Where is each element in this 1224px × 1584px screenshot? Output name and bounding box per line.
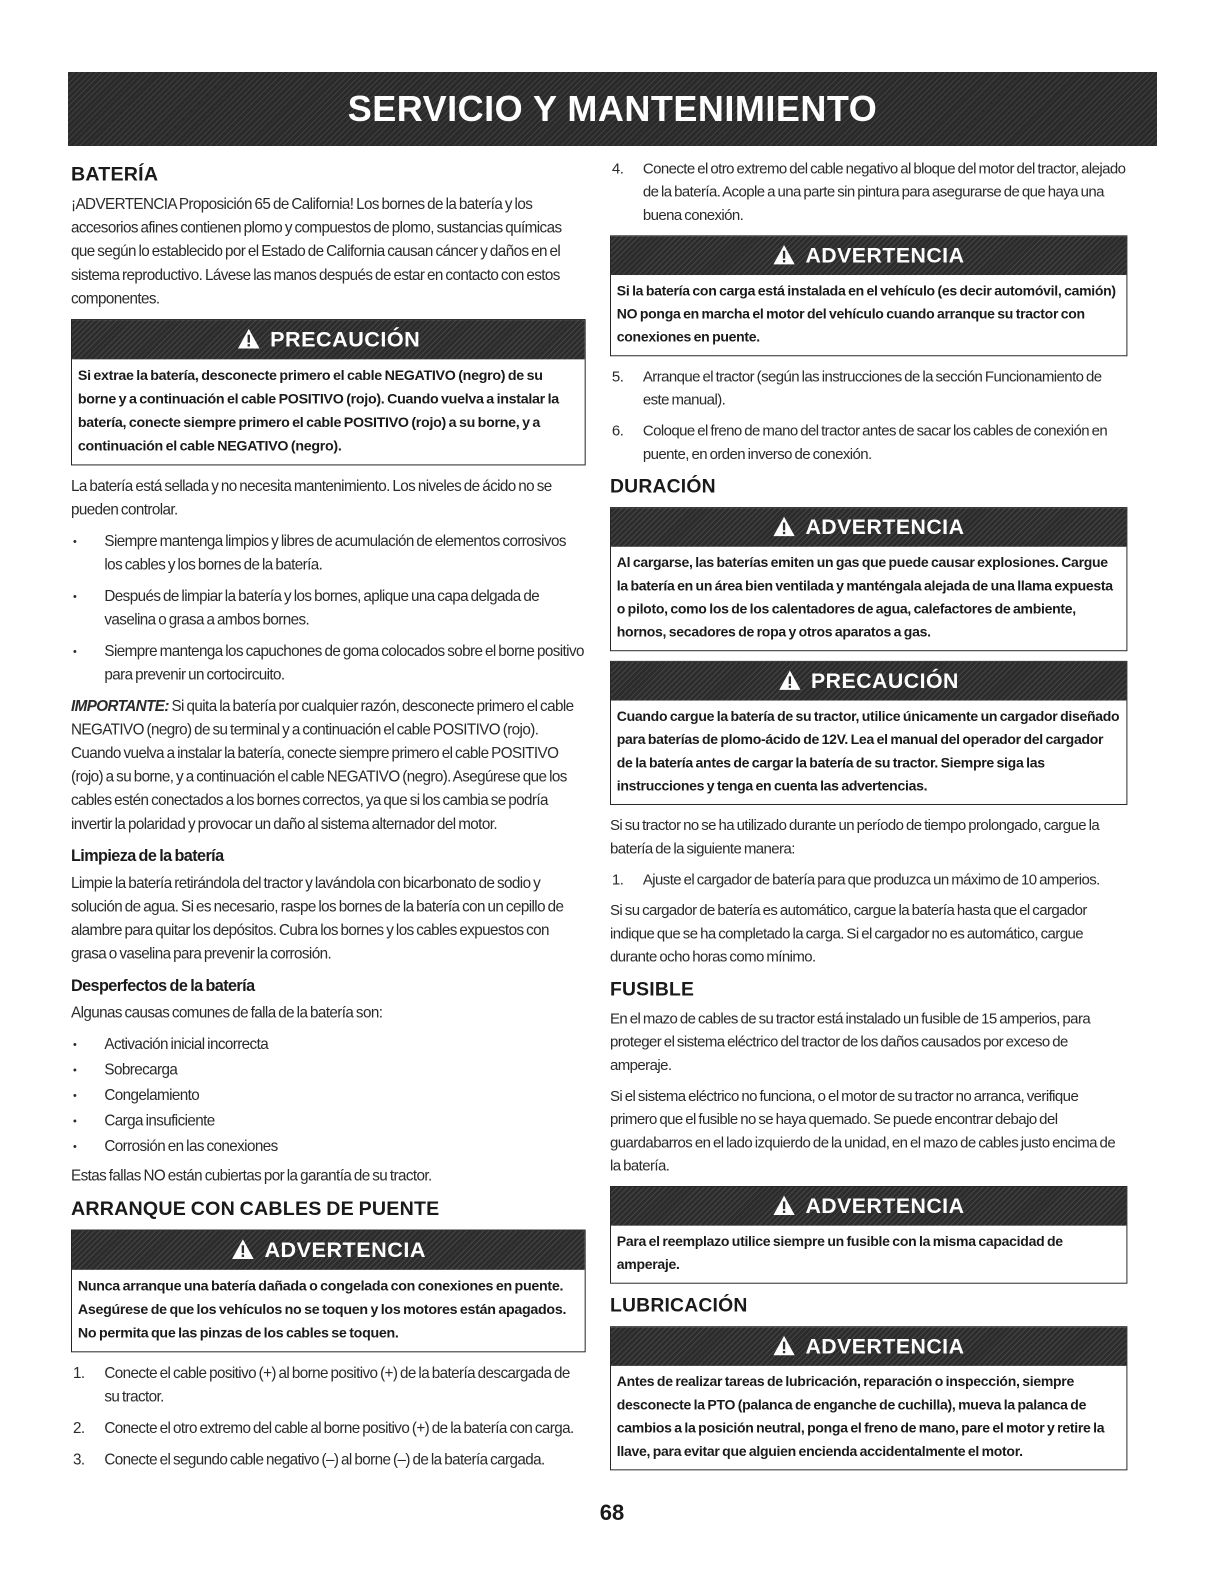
list-item — [71, 1449, 586, 1473]
jump-start-steps-5-6 — [610, 366, 1127, 467]
advertencia-callout — [610, 1326, 1127, 1470]
list-item — [610, 420, 1127, 466]
callout-title: ADVERTENCIA — [264, 1237, 426, 1262]
callout-header — [611, 1327, 1126, 1366]
important-text: Si quita la batería por cualquier razón, desconecte primero el cable NEGATIVO (negro) de su terminal y a continuación el cable POSITIVO (rojo). Cuando vuelva a instalar la batería, conecte siempre primero el cable POSITIVO (rojo) a su borne, y a continuación el cable NEGATIVO (negro). Asegúrese que los cables estén conectados a los bornes correctos, ya que si los cambia se podría invertir la polaridad y provocar un daño al sistema alternador del motor. — [71, 698, 574, 833]
callout-header — [611, 662, 1126, 701]
list-item: • Carga insuficiente — [71, 1110, 586, 1134]
important-para — [71, 695, 586, 836]
section-banner: SERVICIO Y MANTENIMIENTO — [68, 72, 1157, 146]
callout-title: ADVERTENCIA — [805, 514, 965, 540]
heading-duracion: DURACIÓN — [610, 476, 716, 498]
step-text: Conecte el otro extremo del cable negativo al bloque del motor del tractor, alejado de la batería. Acople a una parte sin pintura para asegurarse de que haya una buena conexión. — [642, 160, 1126, 224]
callout-text: Nunca arranque una batería dañada o congelada con conexiones en puente. Asegúrese de que los vehículos no se toquen y los motores están apagados. No permita que las pinzas de los cables se toquen. — [77, 1278, 567, 1342]
step-text: Arranque el tractor (según las instrucciones de la sección Funcionamiento de este manual). — [642, 368, 1102, 409]
callout-title: PRECAUCIÓN — [811, 668, 959, 693]
step-number: 5. — [611, 368, 624, 386]
jump-start-step-4 — [610, 158, 1127, 228]
callout-text: Para el reemplazo utilice siempre un fusible con la misma capacidad de amperaje. — [616, 1234, 1063, 1274]
list-item — [610, 158, 1127, 228]
advertencia-callout — [71, 1230, 586, 1353]
charge-steps — [610, 869, 1127, 892]
step-number: 3. — [72, 1451, 85, 1469]
heading-bateria: BATERÍA — [71, 163, 159, 186]
advertencia-callout — [610, 507, 1127, 651]
heading-lubricacion: LUBRICACIÓN — [610, 1295, 748, 1317]
battery-care-list — [71, 530, 586, 687]
heading-arranque: ARRANQUE CON CABLES DE PUENTE — [71, 1198, 440, 1220]
limpieza-text: Limpie la batería retirándola del tractor y lavándola con bicarbonato de sodio y solución de agua. Si es necesario, raspe los bornes de la batería con un cepillo de alambre para quitar los depósitos. Cubra los bornes y los cables expuestos con grasa o vaselina para prevenir la corrosión. — [71, 874, 564, 963]
callout-header — [72, 1231, 585, 1270]
warning-triangle-icon — [778, 665, 801, 704]
step-text: Conecte el cable positivo (+) al borne positivo (+) de la batería descargada de su tractor. — [104, 1365, 570, 1406]
step-text: Conecte el segundo cable negativo (–) al borne (–) de la batería cargada. — [104, 1451, 545, 1469]
step-text: Coloque el freno de mano del tractor antes de sacar los cables de conexión en puente, en orden inverso de conexión. — [642, 422, 1108, 463]
list-item: • Siempre mantenga limpios y libres de acumulación de elementos corrosivos los cables y los bornes de la batería. — [71, 530, 586, 577]
advertencia-callout — [610, 235, 1127, 356]
step-text: Ajuste el cargador de batería para que produzca un máximo de 10 amperios. — [642, 871, 1100, 889]
advertencia-callout — [610, 1186, 1127, 1284]
fusible-para-1: En el mazo de cables de su tractor está instalado un fusible de 15 amperios, para proteger el sistema eléctrico del tractor de los daños causados por exceso de amperaje. — [610, 1010, 1091, 1074]
callout-title: ADVERTENCIA — [805, 243, 965, 268]
left-column — [71, 158, 586, 1480]
step-number: 4. — [611, 160, 624, 178]
list-item: • Siempre mantenga los capuchones de goma colocados sobre el borne positivo para prevenir un cortocircuito. — [71, 640, 586, 687]
desperfectos-intro: Algunas causas comunes de falla de la batería son: — [71, 1004, 383, 1022]
page-number: 68 — [599, 1500, 625, 1525]
warning-triangle-icon — [773, 239, 796, 278]
warning-triangle-icon — [237, 323, 261, 362]
callout-title: ADVERTENCIA — [805, 1333, 965, 1359]
fusible-para-2: Si el sistema eléctrico no funciona, o el motor de su tractor no arranca, verifique primero que el fusible no se haya quemado. Se puede encontrar debajo del guardabarros en el lado izquierdo de la unidad, en el mazo de cables justo encima de la batería. — [610, 1088, 1116, 1175]
callout-title: ADVERTENCIA — [805, 1193, 965, 1218]
callout-header — [72, 320, 585, 359]
step-number: 2. — [72, 1420, 85, 1437]
list-item — [71, 1417, 586, 1441]
step-number: 1. — [611, 871, 624, 889]
callout-text: Si la batería con carga está instalada en el vehículo (es decir automóvil, camión) NO ponga en marcha el motor del vehículo cuando arranque su tractor con conexiones en puente. — [616, 283, 1116, 346]
prop65-warning: ¡ADVERTENCIA Proposición 65 de California! Los bornes de la batería y los accesorios afines contienen plomo y compuestos de plomo, sustancias químicas que según lo establecido por el Estado de California causan cáncer y daños en el sistema reproductivo. Lávese las manos después de estar en contacto con estos componentes. — [71, 196, 562, 308]
heading-limpieza: Limpieza de la batería — [71, 847, 224, 866]
list-item — [610, 366, 1127, 412]
precaucion-callout — [610, 661, 1127, 805]
list-item: • Activación inicial incorrecta — [71, 1033, 586, 1057]
list-item — [71, 1362, 586, 1409]
callout-text: Al cargarse, las baterías emiten un gas que puede causar explosiones. Cargue la batería en un área bien ventilada y manténgala alejada de una llama expuesta o piloto, como los de los calentadores de agua, calefactores de ambiente, hornos, secadores de ropa y otros aparatos a gas. — [616, 555, 1113, 641]
list-item — [610, 869, 1127, 892]
desperfectos-outro: Estas fallas NO están cubiertas por la garantía de su tractor. — [71, 1167, 432, 1185]
failure-causes-list — [71, 1033, 586, 1159]
step-text: Conecte el otro extremo del cable al borne positivo (+) de la batería con carga. — [104, 1420, 574, 1437]
heading-desperfectos: Desperfectos de la batería — [71, 977, 255, 995]
callout-text: Cuando cargue la batería de su tractor, utilice únicamente un cargador diseñado para baterías de plomo-ácido de 12V. Lea el manual del operador del cargador de la batería antes de cargar la batería de su tractor. Siempre siga las instrucciones y tenga en cuenta las advertencias. — [616, 709, 1120, 795]
duracion-para-1: Si su tractor no se ha utilizado durante un período de tiempo prolongado, cargue la batería de la siguiente manera: — [610, 817, 1100, 858]
warning-triangle-icon — [773, 511, 796, 550]
warning-triangle-icon — [231, 1233, 255, 1272]
list-item: • Sobrecarga — [71, 1059, 586, 1083]
sealed-battery-para: La batería está sellada y no necesita mantenimiento. Los niveles de ácido no se pueden controlar. — [71, 478, 552, 519]
step-number: 1. — [72, 1365, 85, 1382]
step-number: 6. — [611, 422, 624, 440]
callout-header — [611, 1187, 1126, 1226]
callout-title: PRECAUCIÓN — [270, 326, 421, 352]
warning-triangle-icon — [773, 1190, 796, 1229]
callout-text: Antes de realizar tareas de lubricación, reparación o inspección, siempre desconecte la PTO (palanca de enganche de cuchilla), mueva la palanca de cambios a la posición neutral, ponga el freno de mano, pare el motor y retire la llave, para evitar que alguien encienda accidentalmente el motor. — [616, 1374, 1105, 1460]
warning-triangle-icon — [773, 1330, 796, 1369]
list-item: • Congelamiento — [71, 1084, 586, 1108]
heading-fusible: FUSIBLE — [610, 979, 695, 1001]
callout-text: Si extrae la batería, desconecte primero el cable NEGATIVO (negro) de su borne y a continuación el cable POSITIVO (rojo). Cuando vuelva a instalar la batería, conecte siempre primero el cable POSITIVO (rojo) a su borne, y a continuación el cable NEGATIVO (negro). — [77, 368, 559, 455]
jump-start-steps — [71, 1362, 586, 1472]
precaucion-callout — [71, 319, 586, 465]
list-item: • Después de limpiar la batería y los bornes, aplique una capa delgada de vaselina o grasa a ambos bornes. — [71, 585, 586, 632]
callout-header — [611, 236, 1126, 275]
important-label: IMPORTANTE: — [71, 698, 169, 715]
list-item: • Corrosión en las conexiones — [71, 1135, 586, 1159]
callout-header — [611, 508, 1126, 547]
duracion-para-2: Si su cargador de batería es automático, cargue la batería hasta que el cargador indique que se ha completado la carga. Si el cargador no es automático, cargue durante ocho horas como mínimo. — [610, 902, 1087, 966]
right-column — [610, 158, 1127, 1480]
